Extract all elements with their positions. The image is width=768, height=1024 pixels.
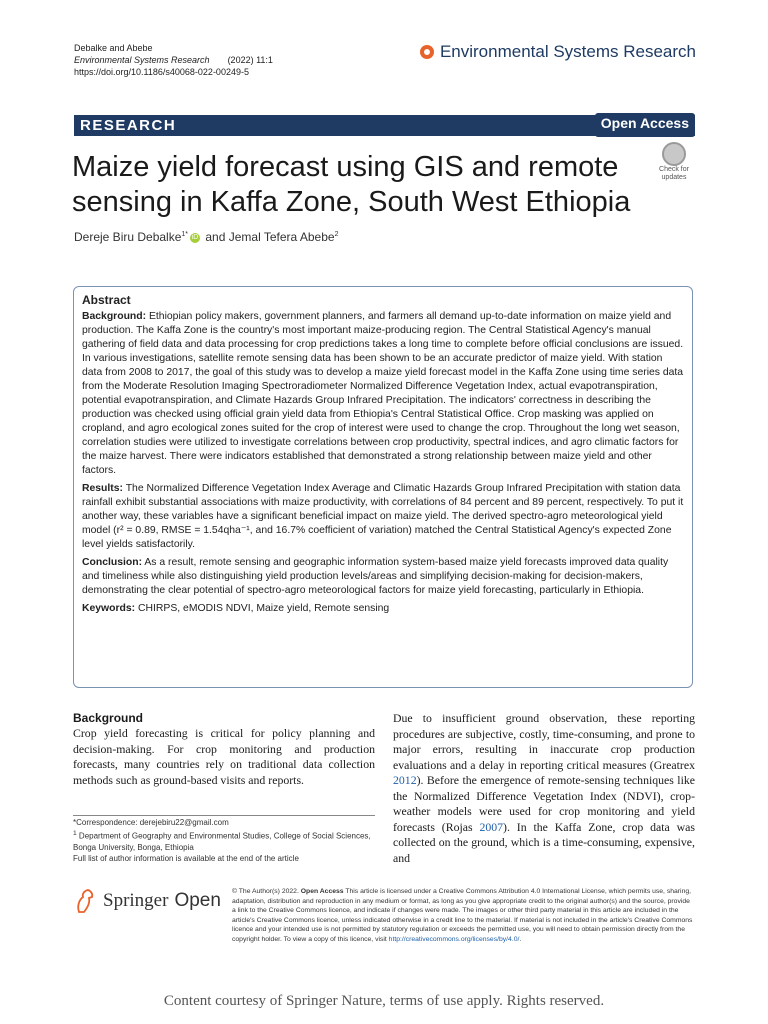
springer-horse-icon [73,888,97,914]
author-info-note: Full list of author information is available at the end of the article [73,853,299,863]
orcid-icon[interactable]: iD [191,233,199,241]
running-authors: Debalke and Abebe [74,43,153,53]
doi-link[interactable]: https://doi.org/10.1186/s40068-022-00249-5 [74,67,249,77]
abstract-results: Results: The Normalized Difference Vegetation Index Average and Climatic Hazards Group Infrared Precipitation with station data rainfall exhibit substantial associations with maize productivity, with correlations of 84 percent and 89 percent, respectively. To put it another way, these variables have a significant beneficial impact on maize yield. The derived spectro-agro meteorological yield model (r² = 0.89, RMSE = 1.54qha⁻¹, and 16.7% coefficient of variation) matched the Central Statistical Agency's expected Zone level yields satisfactorily. [82,483,684,550]
abstract-heading: Abstract [82,293,131,307]
abstract-keywords: Keywords: CHIRPS, eMODIS NDVI, Maize yield, Remote sensing [82,603,390,614]
section-label: RESEARCH [80,117,177,134]
background-heading: Background [73,711,144,725]
affiliation: $^1$ Department of Geography and Environmental Studies, College of Social Sciences, Bonga University, Bonga, Ethiopia [73,830,371,852]
author-2-affiliation: 2 [334,231,339,238]
license-link[interactable]: http://creativecommons.org/licenses/by/4.0/ [388,935,520,943]
journal-brand [420,42,696,62]
correspondence: *Correspondence: derejebiru22@gmail.com [73,818,229,827]
body-paragraph: Due to insufficient ground observation, these reporting procedures are subjective, costly, time-consuming, and prone to major errors, resulting in inaccurate crop production evaluations and a delay in reporting critical measures (Greatrex 2012). Before the emergence of remote-sensing techniques like the Normalized Difference Vegetation Index (NDVI), crop-weather models were used for crop monitoring and yield forecasts (Rojas 2007). In the Kaffa Zone, crop data was collected on the ground, which is a time-consuming, expensive, and [393,711,695,865]
abstract-background: Background: Ethiopian policy makers, government planners, and farmers all demand up-to-date information on maize yield and production. The Kaffa Zone is the country's most important maize-producing region. The Central Statistical Agency's manual gathering of field data and data processing for crop predictions takes a long time to complete before official conclusions are issued. In various investigations, satellite remote sensing data has been shown to be an accurate predictor of maize yield. With station data from 2008 to 2017, the goal of this study was to develop a maize yield forecast model in the Kaffa Zone using time series data from the Moderate Resolution Imaging Spectroradiometer Normalized Difference Vegetation Index, actual evapotranspiration, potential evapotranspiration, and Climate Hazards Group Infrared Precipitation. The indicators' correctness in describing the production was checked using official grain yield data from Ethiopia's Central Statistical Office. Crop masking was applied on cropland, and agro ecological zones suited for the crop of interest were used to change the crop. Throughout the long wet season, correlation studies were utilized to investigate correlations between crop productivity, spectral indices, and agro climatic factors for the maize harvest. There were indicators established that demonstrated a strong relationship between maize yield and other factors. [82,311,684,476]
check-for-updates-button[interactable] [654,142,694,182]
open-access-badge: Open Access [595,113,695,137]
springer-open-logo [73,888,221,914]
license-text: © The Author(s) 2022. Open Access This article is licensed under a Creative Commons Attribution 4.0 International License, which permits use, sharing, adaptation, distribution and reproduction in any medium or format, as long as you give appropriate credit to the original author(s) and the source, provide a link to the Creative Commons licence, and indicate if changes were made. The images or other third party material in this article are included in the article's Creative Commons licence, unless indicated otherwise in a credit line to the material. If material is not included in the article's Creative Commons licence and your intended use is not permitted by statutory regulation or exceeds the permitted use, you will need to obtain permission directly from the copyright holder. To view a copy of this licence, visit http://creativecommons.org/licenses/by/4.0/. [232,888,693,943]
body-right-column [393,711,695,866]
footnotes [73,817,375,864]
section-banner [74,115,695,136]
article-meta [74,42,273,78]
check-updates-line1: Check for [659,166,689,173]
volume: (2022) 11:1 [227,55,273,65]
author-list [74,230,338,244]
author-joiner: and [202,230,229,244]
article-title: Maize yield forecast using GIS and remote sensing in Kaffa Zone, South West Ethiopia [72,151,631,218]
body-paragraph: Crop yield forecasting is critical for policy planning and decision-making. For crop monitoring and production forecasts, many countries rely on traditional data collection methods such as ground-based visits and reports. [73,726,375,787]
check-updates-line2: updates [661,174,687,181]
abstract-box [73,286,693,688]
citation-link[interactable]: 2012 [393,773,417,787]
journal-citation: Environmental Systems Research (2022) 11:1 [74,55,273,65]
citation-link[interactable]: 2007 [479,819,504,834]
author-1-affiliation: 1* [181,231,189,238]
check-updates-icon [662,142,686,166]
abstract-conclusion: Conclusion: As a result, remote sensing and geographic information system-based maize yield forecasts improved data quality and timeliness while also distinguishing yield production levels/areas and simplifying decision-making for decision-makers, demonstrating the clear potential of spectro-agro meteorological factors for maize yield forecasting, particularly in Ethiopia. [82,557,669,596]
journal-logo-icon [420,45,434,59]
publisher-open: Open [174,890,221,911]
body-left-column [73,711,375,788]
courtesy-footer: Content courtesy of Springer Nature, terms of use apply. Rights reserved. [163,993,605,1009]
journal-name: Environmental Systems Research [439,42,696,61]
author-2[interactable]: Jemal Tefera Abebe [228,230,335,244]
footnote-divider [73,815,375,816]
author-1[interactable]: Dereje Biru Debalke [74,230,182,244]
publisher-name: Springer [103,890,169,911]
